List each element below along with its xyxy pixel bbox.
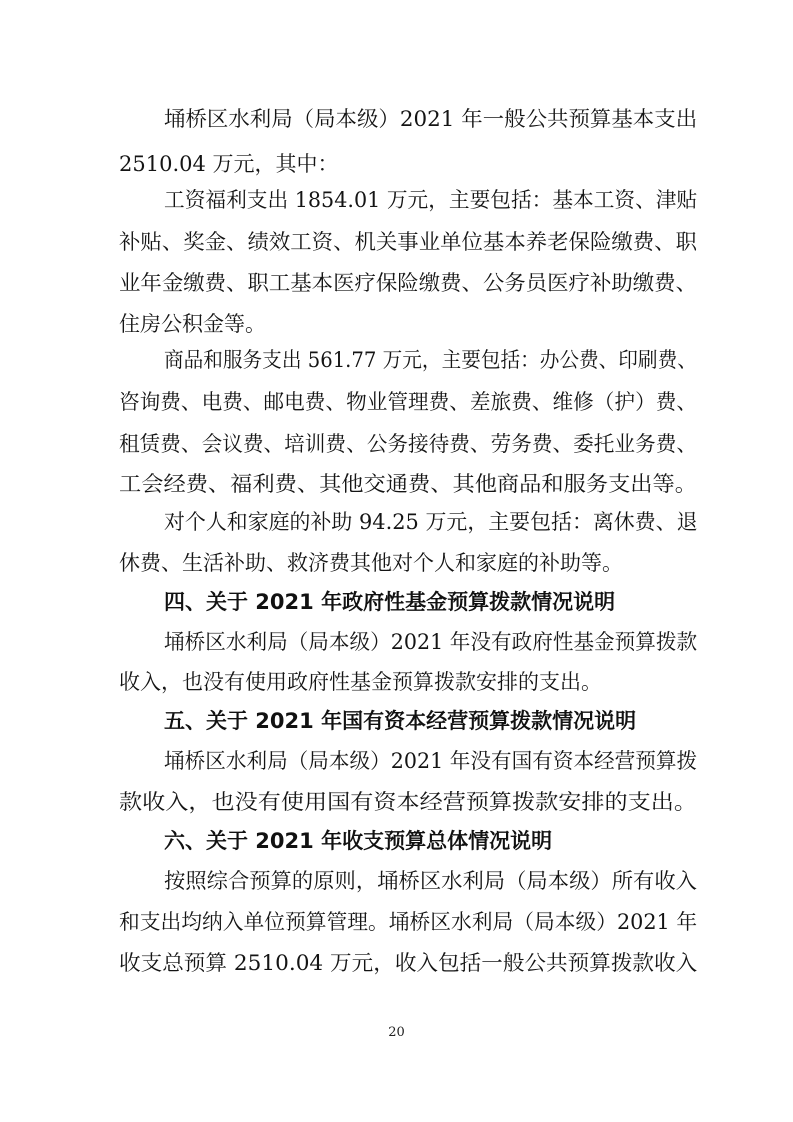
paragraph-line: 租赁费、会议费、培训费、公务接待费、劳务费、委托业务费、 <box>119 432 698 456</box>
paragraph-line: 埇桥区水利局（局本级）2021 年没有政府性基金预算拨款 <box>164 630 698 654</box>
paragraph-line: 咨询费、电费、邮电费、物业管理费、差旅费、维修（护）费、 <box>119 390 698 414</box>
section-heading: 六、关于 2021 年收支预算总体情况说明 <box>164 829 553 853</box>
section-heading: 五、关于 2021 年国有资本经营预算拨款情况说明 <box>164 709 637 733</box>
paragraph-line: 工会经费、福利费、其他交通费、其他商品和服务支出等。 <box>119 472 697 496</box>
paragraph-line: 和支出均纳入单位预算管理。埇桥区水利局（局本级）2021 年 <box>119 910 698 934</box>
paragraph-line: 业年金缴费、职工基本医疗保险缴费、公务员医疗补助缴费、 <box>119 271 697 295</box>
paragraph-line: 商品和服务支出 561.77 万元，主要包括：办公费、印刷费、 <box>164 348 697 372</box>
paragraph-line: 工资福利支出 1854.01 万元，主要包括：基本工资、津贴 <box>164 188 698 212</box>
paragraph-line: 住房公积金等。 <box>119 312 266 336</box>
section-heading: 四、关于 2021 年政府性基金预算拨款情况说明 <box>164 590 616 614</box>
paragraph-line: 收支总预算 2510.04 万元，收入包括一般公共预算拨款收入 <box>119 951 698 975</box>
paragraph-line: 按照综合预算的原则，埇桥区水利局（局本级）所有收入 <box>164 869 697 893</box>
paragraph-line: 休费、生活补助、救济费其他对个人和家庭的补助等。 <box>119 551 623 575</box>
paragraph-line: 2510.04 万元，其中： <box>119 152 339 176</box>
page-number: 20 <box>388 1025 405 1040</box>
paragraph-line: 补贴、奖金、绩效工资、机关事业单位基本养老保险缴费、职 <box>119 230 697 254</box>
paragraph-line: 埇桥区水利局（局本级）2021 年没有国有资本经营预算拨 <box>164 749 698 773</box>
paragraph-line: 收入，也没有使用政府性基金预算拨款安排的支出。 <box>119 670 602 694</box>
paragraph-line: 埇桥区水利局（局本级）2021 年一般公共预算基本支出 <box>164 107 698 131</box>
paragraph-line: 款收入，也没有使用国有资本经营预算拨款安排的支出。 <box>119 790 698 814</box>
paragraph-line: 对个人和家庭的补助 94.25 万元，主要包括：离休费、退 <box>164 510 698 534</box>
